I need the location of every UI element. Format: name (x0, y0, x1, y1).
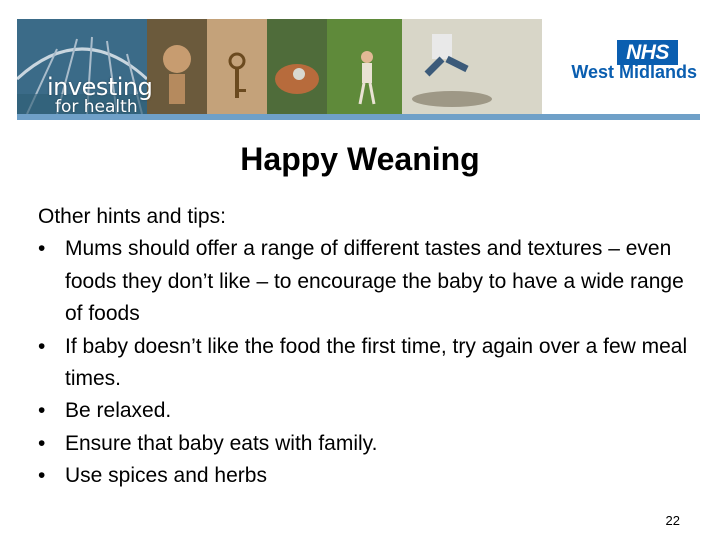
investing-for-health-logo (47, 75, 152, 116)
logo-line-1: investing (47, 73, 153, 101)
coin-photo (267, 19, 327, 114)
bullet-icon: • (38, 464, 46, 488)
list-item (38, 428, 688, 460)
bullet-icon: • (38, 237, 46, 261)
child-photo (327, 19, 402, 114)
hands-photo (147, 19, 207, 114)
list-item (38, 460, 688, 492)
tip-text: Be relaxed. (65, 399, 172, 423)
runner-photo (402, 19, 542, 114)
bullet-icon: • (38, 399, 46, 423)
bullet-icon: • (38, 334, 46, 358)
list-item (38, 331, 688, 396)
logo-line-2: for health (55, 97, 138, 117)
intro-text: Other hints and tips: (38, 205, 226, 228)
list-item (38, 233, 688, 330)
key-photo (207, 19, 267, 114)
tip-text: If baby doesn’t like the food the first time, try again over a few meal times. (65, 334, 688, 391)
tips-list (38, 233, 688, 492)
header-banner (17, 19, 700, 120)
tip-text: Ensure that baby eats with family. (65, 431, 378, 455)
page-number: 22 (665, 513, 680, 528)
tip-text: Mums should offer a range of different tastes and textures – even foods they don’t like – to encourage the baby to have a wide range of foods (65, 237, 684, 326)
nhs-logo: NHS (617, 40, 678, 65)
slide-title: Happy Weaning (240, 141, 480, 177)
slide-body (38, 201, 688, 493)
tip-text: Use spices and herbs (65, 464, 267, 488)
bullet-icon: • (38, 431, 46, 455)
region-name: West Midlands (571, 62, 697, 82)
list-item (38, 395, 688, 427)
